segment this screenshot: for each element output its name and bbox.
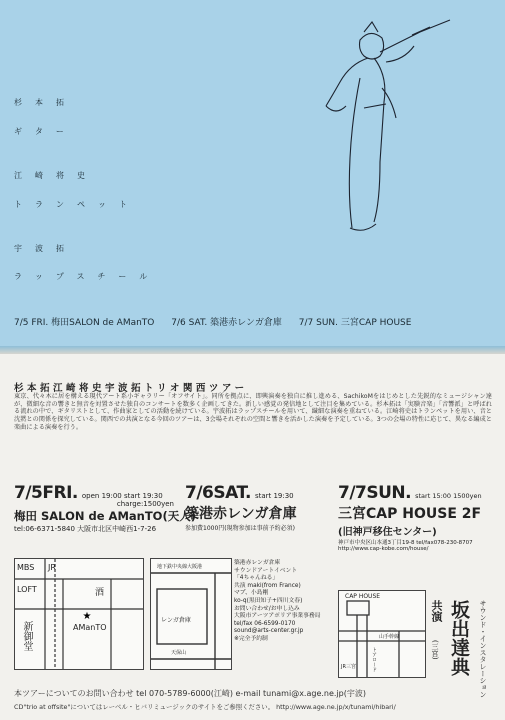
map-label: トアロード	[371, 647, 377, 672]
map-label: JR三宮	[341, 664, 356, 670]
member-name: 江崎将史	[14, 171, 98, 180]
info-line: マプ、小島剛	[234, 590, 269, 597]
contact-line: 本ツアーについてのお問い合わせ tel 070-5789-6000(江崎) e-mail tunami@x.age.ne.jp(宇波)	[14, 689, 367, 698]
gig-address: 神戸市中央区山本通3丁目19-8 tel/fax078-230-8707 http://www.cap-kobe.com/house/	[338, 540, 473, 552]
map-label: AManTO	[73, 623, 107, 632]
map-label: MBS	[17, 563, 35, 572]
gig-venue: 梅田 SALON de AManTO(天人)	[14, 509, 196, 523]
info-line: 共演 maki(from France)	[234, 582, 301, 589]
map-label: 新御堂	[21, 621, 32, 651]
gig-time: start 19:30	[254, 492, 294, 500]
tour-title: 杉本拓江崎将史宇波拓トリオ関西ツアー	[14, 383, 248, 394]
gig-date: 7/7	[338, 483, 367, 503]
info-line: 「4ちゃんねる」	[234, 575, 279, 582]
fold-line	[0, 346, 505, 354]
member-instrument: ギター	[14, 127, 77, 136]
map-label: JR	[48, 563, 56, 572]
map-amanto-lines	[15, 559, 143, 669]
member-name: 宇波拓	[14, 244, 77, 253]
guest-sub: (三宮)	[431, 640, 439, 660]
gig-3	[338, 483, 493, 552]
gig-venue: 築港赤レンガ倉庫	[185, 506, 297, 522]
map-label: レンガ倉庫	[161, 617, 191, 624]
gig-date: 7/6	[185, 483, 214, 503]
gig-charge: charge:1500yen	[116, 500, 174, 508]
renga-info	[234, 560, 334, 644]
map-label: 酒	[95, 588, 105, 598]
gig-day: SUN.	[366, 483, 412, 503]
member-instrument: トランペット	[14, 200, 140, 209]
gig-time: start 15:00 1500yen	[415, 492, 482, 500]
info-line: お問い合わせ/お申し込み	[234, 605, 300, 612]
gig-time: open 19:00 start 19:30	[81, 492, 163, 500]
gig-day: SAT.	[213, 483, 251, 503]
flyer-front	[0, 0, 505, 350]
map-renga	[150, 558, 232, 670]
dates-line	[14, 315, 425, 328]
info-line: ko-q(黒田知子+四川文春)	[234, 597, 303, 604]
body-text: 東京、代々木に居を構える現代アート系小ギャラリー「オフサイト」。同所を拠点に、即興演奏を独自に推し進める、SachikoMをはじめとした先鋭的なミュージシャン達が、微細な音の響きと無音を対置させた独自のコンサートを数多く企画してきた。新しい感覚の発信地として注目を集めている。杉本拓は「実験音楽」「音響派」と呼ばれる流れの中で、ギタリストとして、作曲家としての活動を続けている。宇波拓はラップスチールを用いて、繊細な演奏を重ねている。江崎将史はトランペットを用い、音と沈黙との関係を探究している。関西での共演となる今回のツアーは、3会場それぞれの空間と響きを活かした演奏を予定している。3つの会場の特性に応じて、異なる編成と楽曲による演奏を行う。	[14, 393, 492, 431]
info-line: sound@arts-center.gr.jp	[234, 628, 304, 635]
guest-role: サウンド・インスタレーション	[479, 600, 487, 698]
gig-tel: tel:06-6371-5840 大阪市北区中崎西1-7-26	[14, 525, 157, 533]
gig-venue: 三宮CAP HOUSE 2F	[338, 506, 482, 522]
member-name: 杉本拓	[14, 98, 77, 107]
gig-date: 7/5	[14, 483, 43, 503]
map-label: 天保山	[171, 650, 187, 656]
gig-1	[14, 483, 196, 534]
date-1: 7/5 FRI. 梅田SALON de AManTO	[14, 318, 155, 328]
gig-charge: 参加費1000円(現物参加は事前予約必須)	[185, 525, 295, 532]
info-line: tel/fax 06-6599-0170	[234, 620, 296, 627]
gig-day: FRI.	[42, 483, 78, 503]
map-label: 地下鉄中央線大阪港	[157, 564, 203, 570]
map-amanto	[14, 558, 144, 670]
gig-2	[185, 483, 297, 532]
date-2: 7/6 SAT. 築港赤レンガ倉庫	[171, 318, 282, 328]
map-renga-lines	[151, 559, 231, 669]
info-line: 築港赤レンガ倉庫	[234, 560, 281, 566]
svg-text:★: ★	[82, 611, 92, 622]
guest-label: 共演	[430, 600, 443, 622]
gig-tel: (旧神戸移住センター)	[338, 527, 437, 538]
info-line: 大阪市アーツアポリア事業事務局	[234, 613, 321, 620]
date-3: 7/7 SUN. 三宮CAP HOUSE	[298, 318, 412, 328]
map-label: 山手幹線	[379, 634, 400, 640]
info-line: サウンドアートイベント	[234, 567, 298, 574]
samurai-drawing	[320, 18, 460, 248]
cd-line: CD"trio at offsite"についてはレーベル・ヒバリミュージックのサイトをご参照ください。 http://www.age.ne.jp/x/tunami/hibari/	[14, 703, 396, 711]
map-cap-house	[338, 590, 426, 678]
member-instrument: ラップスチール	[14, 272, 161, 281]
guest-name: 坂出達典	[448, 600, 470, 676]
map-label: LOFT	[17, 585, 37, 594]
map-label: CAP HOUSE	[345, 593, 381, 600]
info-line: ※完全予約制	[234, 635, 268, 642]
